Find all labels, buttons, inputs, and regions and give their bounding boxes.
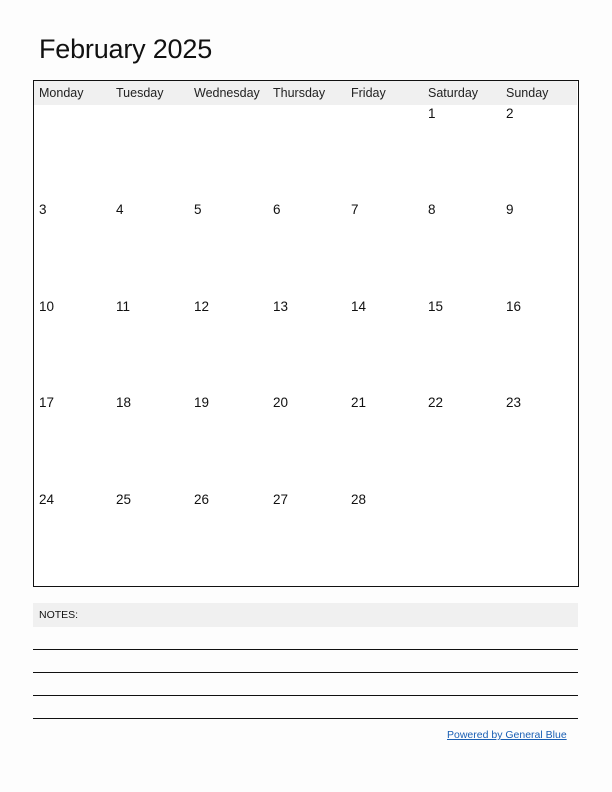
day-cell-3: 3 — [39, 202, 47, 217]
day-cell-10: 10 — [39, 299, 55, 314]
weekday-friday: Friday — [351, 86, 386, 100]
note-line[interactable] — [33, 718, 578, 719]
day-cell-13: 13 — [273, 299, 289, 314]
weekday-thursday: Thursday — [273, 86, 326, 100]
weekday-wednesday: Wednesday — [194, 86, 260, 100]
calendar-grid — [33, 80, 579, 587]
day-cell-16: 16 — [506, 299, 522, 314]
day-cell-24: 24 — [39, 492, 55, 507]
day-cell-26: 26 — [194, 492, 210, 507]
note-line[interactable] — [33, 649, 578, 650]
powered-by-link[interactable]: Powered by General Blue — [447, 729, 567, 741]
day-cell-12: 12 — [194, 299, 210, 314]
day-cell-23: 23 — [506, 395, 522, 410]
weekday-monday: Monday — [39, 86, 84, 100]
day-cell-27: 27 — [273, 492, 289, 507]
day-cell-28: 28 — [351, 492, 367, 507]
day-cell-4: 4 — [116, 202, 124, 217]
day-cell-1: 1 — [428, 106, 436, 121]
day-cell-17: 17 — [39, 395, 55, 410]
page-title: February 2025 — [39, 34, 213, 64]
day-cell-22: 22 — [428, 395, 444, 410]
notes-header — [33, 603, 578, 627]
note-line[interactable] — [33, 695, 578, 696]
weekday-header-row — [34, 81, 577, 105]
day-cell-2: 2 — [506, 106, 514, 121]
day-cell-20: 20 — [273, 395, 289, 410]
day-cell-14: 14 — [351, 299, 367, 314]
day-cell-18: 18 — [116, 395, 132, 410]
note-line[interactable] — [33, 672, 578, 673]
day-cell-5: 5 — [194, 202, 202, 217]
weekday-sunday: Sunday — [506, 86, 549, 100]
day-cell-7: 7 — [351, 202, 359, 217]
day-cell-19: 19 — [194, 395, 210, 410]
day-cell-8: 8 — [428, 202, 436, 217]
weekday-saturday: Saturday — [428, 86, 479, 100]
day-cell-11: 11 — [116, 299, 131, 314]
day-cell-9: 9 — [506, 202, 514, 217]
day-cell-6: 6 — [273, 202, 281, 217]
notes-label: NOTES: — [39, 609, 79, 621]
day-cell-15: 15 — [428, 299, 444, 314]
day-cell-25: 25 — [116, 492, 132, 507]
day-cell-21: 21 — [351, 395, 367, 410]
weekday-tuesday: Tuesday — [116, 86, 164, 100]
